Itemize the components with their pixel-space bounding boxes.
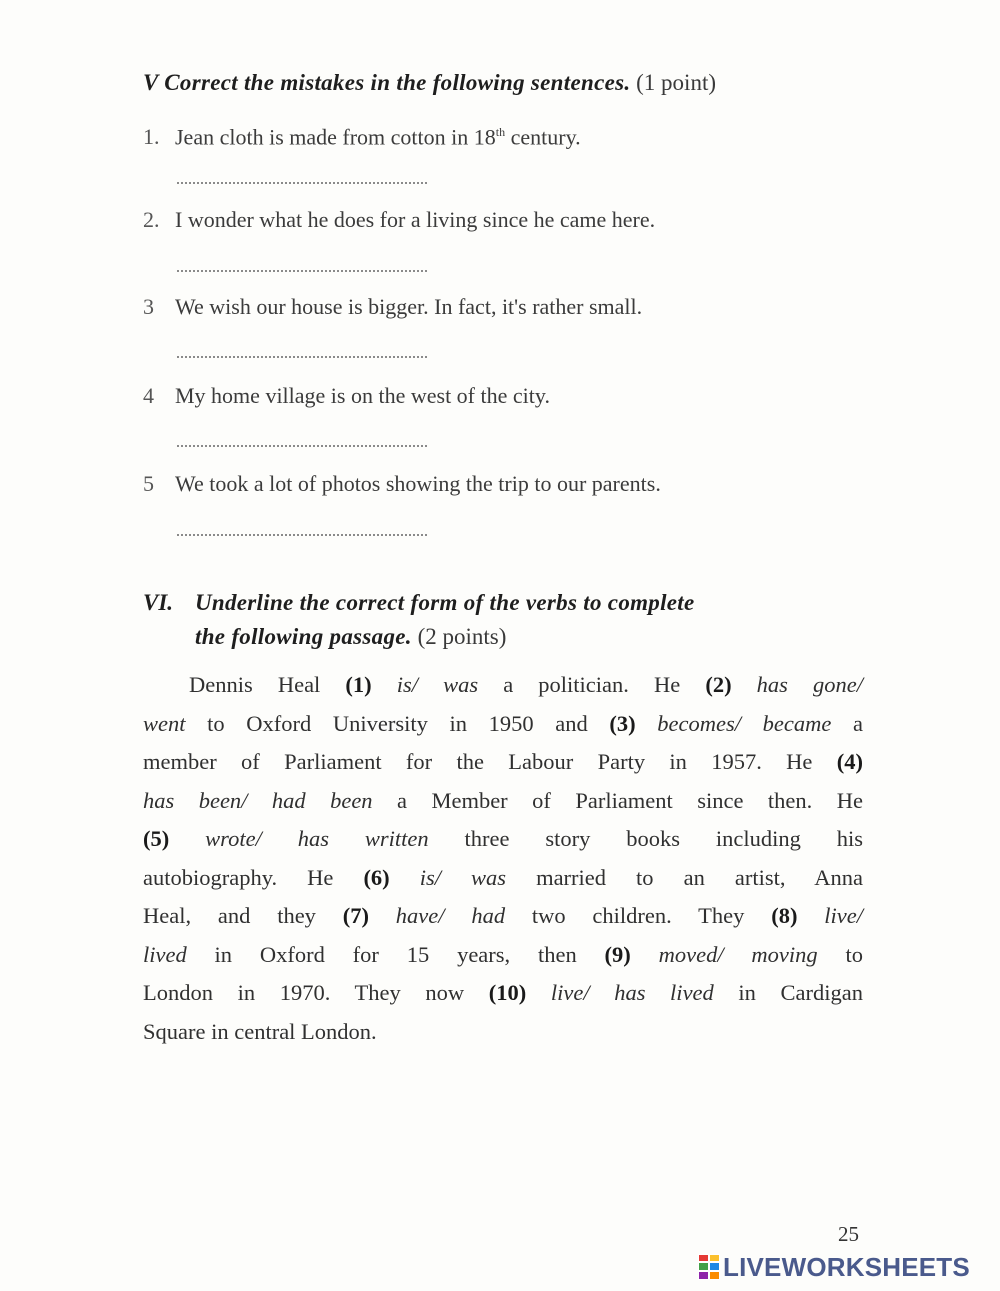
passage-text: a Member of Parliament since then. He	[372, 787, 863, 813]
passage-line	[143, 782, 863, 821]
passage-text	[732, 672, 757, 697]
sentence-item-1	[143, 117, 581, 152]
item-superscript: th	[495, 125, 506, 139]
passage-text	[631, 942, 659, 967]
sentence-item-5	[143, 469, 661, 499]
verb-choice[interactable]: went	[143, 710, 186, 736]
passage-text: Heal, and they	[143, 903, 343, 928]
passage-text: autobiography. He	[143, 864, 364, 890]
blank-number: (9)	[604, 941, 631, 967]
item-text: Jean cloth is made from cotton in 18	[175, 124, 496, 150]
logo-square	[709, 1254, 720, 1262]
passage-line	[143, 897, 863, 936]
passage-text: Square in central London.	[143, 1018, 377, 1044]
sentence-item-3	[143, 292, 642, 322]
passage-text: London in 1970. They now	[143, 980, 489, 1005]
passage-line	[143, 1013, 863, 1052]
passage-text: to Oxford University in 1950 and	[185, 710, 610, 736]
passage-line	[143, 705, 863, 744]
passage-text	[372, 672, 397, 697]
logo-square	[698, 1254, 709, 1262]
passage-text: a politician. He	[478, 672, 706, 697]
blank-number: (2)	[705, 672, 732, 697]
liveworksheets-logo-icon	[698, 1254, 720, 1280]
passage-text	[526, 980, 551, 1005]
passage-text: married to an artist, Anna	[506, 864, 863, 890]
passage-text: two children. They	[505, 903, 772, 928]
section-6-title-line-2: the following passage.	[195, 624, 412, 649]
answer-line-1[interactable]	[177, 182, 427, 184]
passage-text	[369, 903, 396, 928]
passage-text	[797, 903, 824, 928]
sentence-item-2	[143, 205, 655, 235]
item-number: 4	[143, 383, 154, 408]
passage-text: three story books including his	[428, 826, 863, 851]
liveworksheets-watermark	[698, 1251, 970, 1283]
verb-choice[interactable]: becomes/ became	[657, 710, 832, 736]
passage-text: in Cardigan	[713, 980, 863, 1005]
section-5-heading	[143, 66, 716, 100]
passage-text	[636, 711, 658, 736]
passage-text	[390, 865, 420, 890]
watermark-text: LIVEWORKSHEETS	[723, 1251, 970, 1282]
section-5-points: (1 point)	[636, 70, 716, 95]
blank-number: (7)	[342, 903, 369, 928]
item-number: 2.	[143, 207, 160, 232]
section-5-title: V Correct the mistakes in the following sentences.	[143, 70, 631, 95]
blank-number: (3)	[609, 710, 636, 736]
logo-square	[709, 1262, 720, 1271]
logo-square	[709, 1271, 720, 1280]
section-6-numeral: VI.	[143, 590, 174, 615]
logo-square	[698, 1271, 709, 1280]
answer-line-5[interactable]	[177, 534, 427, 536]
verb-choice[interactable]: live/ has lived	[550, 980, 714, 1005]
answer-line-3[interactable]	[177, 356, 427, 358]
verb-choice[interactable]: wrote/ has written	[205, 826, 429, 851]
passage-text	[169, 826, 205, 851]
blank-number: (10)	[488, 980, 527, 1005]
passage-text: member of Parliament for the Labour Party in 1957. He	[143, 749, 837, 774]
item-number: 1.	[143, 124, 160, 150]
passage-line	[143, 666, 863, 705]
verb-choice[interactable]: have/ had	[395, 903, 506, 928]
verb-choice[interactable]: is/ was	[419, 864, 507, 890]
blank-number: (4)	[836, 749, 863, 774]
passage-line	[143, 936, 863, 975]
item-text: We took a lot of photos showing the trip to our parents.	[175, 471, 661, 496]
passage-text: a	[831, 710, 863, 736]
verb-choice[interactable]: lived	[143, 941, 187, 967]
answer-line-2[interactable]	[177, 270, 427, 272]
item-text-end: century.	[505, 124, 581, 150]
item-text: My home village is on the west of the city.	[175, 383, 550, 408]
item-number: 5	[143, 471, 154, 496]
logo-square	[698, 1262, 709, 1271]
sentence-item-4	[143, 381, 550, 411]
blank-number: (6)	[363, 864, 390, 890]
blank-number: (8)	[771, 903, 798, 928]
item-text: I wonder what he does for a living since he came here.	[175, 207, 656, 232]
verb-choice[interactable]: has been/ had been	[143, 787, 373, 813]
reading-passage	[143, 666, 863, 1051]
item-number: 3	[143, 294, 154, 319]
blank-number: (1)	[345, 672, 372, 697]
item-text: We wish our house is bigger. In fact, it's rather small.	[175, 294, 643, 319]
page-number: 25	[838, 1222, 859, 1246]
section-6-title-line-1: Underline the correct form of the verbs to complete	[195, 590, 695, 615]
passage-line	[143, 820, 863, 859]
passage-text: Dennis Heal	[189, 672, 346, 697]
passage-line	[143, 743, 863, 782]
blank-number: (5)	[143, 826, 170, 851]
passage-line	[143, 974, 863, 1013]
verb-choice[interactable]: has gone/	[756, 672, 864, 697]
passage-text: to	[817, 941, 863, 967]
verb-choice[interactable]: is/ was	[396, 672, 479, 697]
verb-choice[interactable]: moved/ moving	[658, 941, 818, 967]
passage-line	[143, 859, 863, 898]
section-6-heading	[143, 586, 873, 654]
section-6-points: (2 points)	[417, 624, 507, 649]
answer-line-4[interactable]	[177, 445, 427, 447]
verb-choice[interactable]: live/	[824, 903, 864, 928]
passage-text: in Oxford for 15 years, then	[186, 941, 605, 967]
